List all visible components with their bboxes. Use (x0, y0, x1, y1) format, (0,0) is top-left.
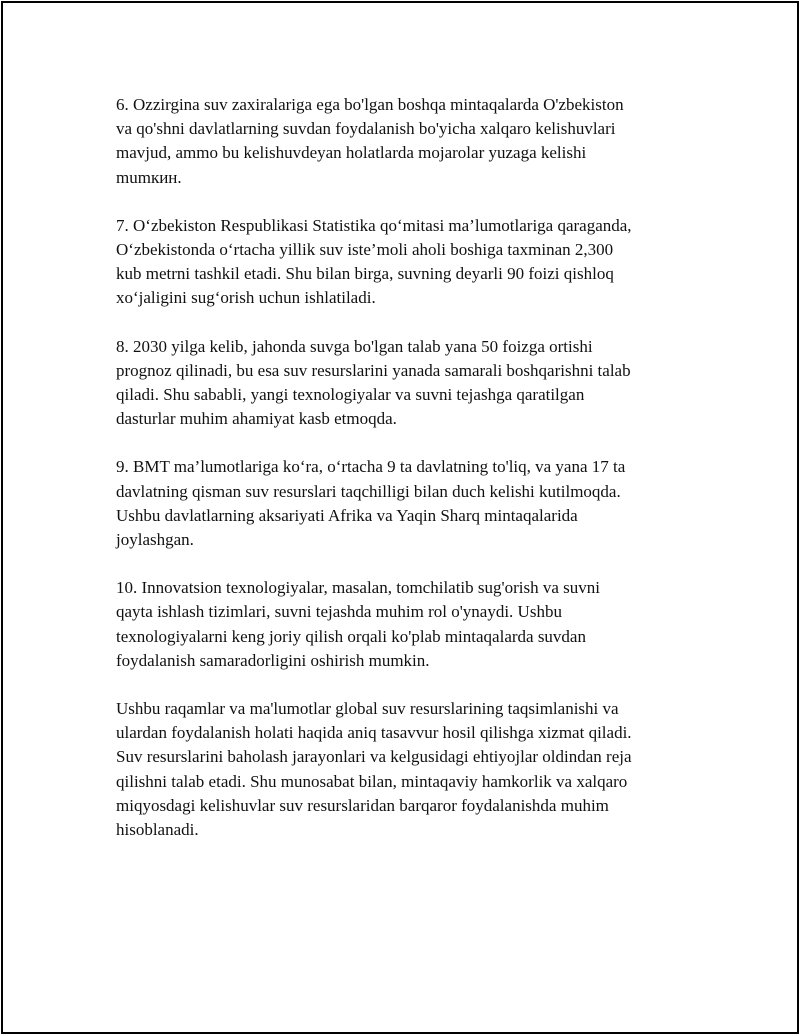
text-line: dasturlar muhim ahamiyat kasb etmoqda. (116, 409, 397, 429)
paragraph-item-8 (116, 335, 696, 432)
text-line: mumкин. (116, 167, 182, 187)
paragraph-conclusion (116, 697, 696, 842)
text-line: O‘zbekistonda o‘rtacha yillik suv iste’moli aholi boshiga taxminan 2,300 (116, 240, 614, 260)
text-line: xo‘jaligini sug‘orish uchun ishlatiladi. (116, 288, 376, 308)
text-line: qilishni talab etadi. Shu munosabat bilan, mintaqaviy hamkorlik va xalqaro (116, 771, 628, 791)
paragraph-item-7 (116, 214, 696, 311)
text-line: prognoz qilinadi, bu esa suv resurslarini yanada samarali boshqarishni talab (116, 360, 631, 380)
text-line: qayta ishlash tizimlari, suvni tejashda muhim rol o'ynaydi. Ushbu (116, 602, 562, 622)
paragraph-item-10 (116, 576, 696, 673)
text-line: foydalanish samaradorligini oshirish mumkin. (116, 650, 430, 670)
text-line: 7. O‘zbekiston Respublikasi Statistika qo‘mitasi ma’lumotlariga qaraganda, (116, 215, 632, 235)
text-line: Ushbu raqamlar va ma'lumotlar global suv resurslarining taqsimlanishi va (116, 699, 619, 719)
text-line: 6. Ozzirgina suv zaxiralariga ega bo'lgan boshqa mintaqalarda O'zbekiston (116, 95, 624, 114)
text-line: ulardan foydalanish holati haqida aniq tasavvur hosil qilishga xizmat qiladi. (116, 723, 632, 743)
text-line: 9. BMT ma’lumotlariga ko‘ra, o‘rtacha 9 ta davlatning to'liq, va yana 17 ta (116, 457, 626, 477)
text-line: Suv resurslarini baholash jarayonlari va kelgusidagi ehtiyojlar oldindan reja (116, 747, 632, 767)
text-line: 8. 2030 yilga kelib, jahonda suvga bo'lgan talab yana 50 foizga ortishi (116, 336, 593, 356)
paragraph-item-9 (116, 455, 696, 552)
text-line: texnologiyalarni keng joriy qilish orqali ko'plab mintaqalarda suvdan (116, 626, 586, 646)
document-body (116, 93, 696, 866)
text-line: joylashgan. (116, 530, 194, 550)
text-line: hisoblanadi. (116, 820, 199, 840)
text-line: va qo'shni davlatlarning suvdan foydalanish bo'yicha xalqaro kelishuvlari (116, 119, 616, 139)
text-line: mavjud, ammo bu kelishuvdeyan holatlarda mojarolar yuzaga kelishi (116, 143, 587, 163)
paragraph-item-6 (116, 93, 696, 190)
text-line: qiladi. Shu sababli, yangi texnologiyalar va suvni tejashga qaratilgan (116, 385, 585, 405)
text-line: 10. Innovatsion texnologiyalar, masalan, tomchilatib sug'orish va suvni (116, 578, 600, 598)
text-line: Ushbu davlatlarning aksariyati Afrika va Yaqin Sharq mintaqalarida (116, 505, 578, 525)
text-line: davlatning qisman suv resurslari taqchilligi bilan duch kelishi kutilmoqda. (116, 481, 621, 501)
text-line: miqyosdagi kelishuvlar suv resurslaridan barqaror foydalanishda muhim (116, 795, 609, 815)
text-line: kub metrni tashkil etadi. Shu bilan birga, suvning deyarli 90 foizi qishloq (116, 264, 614, 284)
